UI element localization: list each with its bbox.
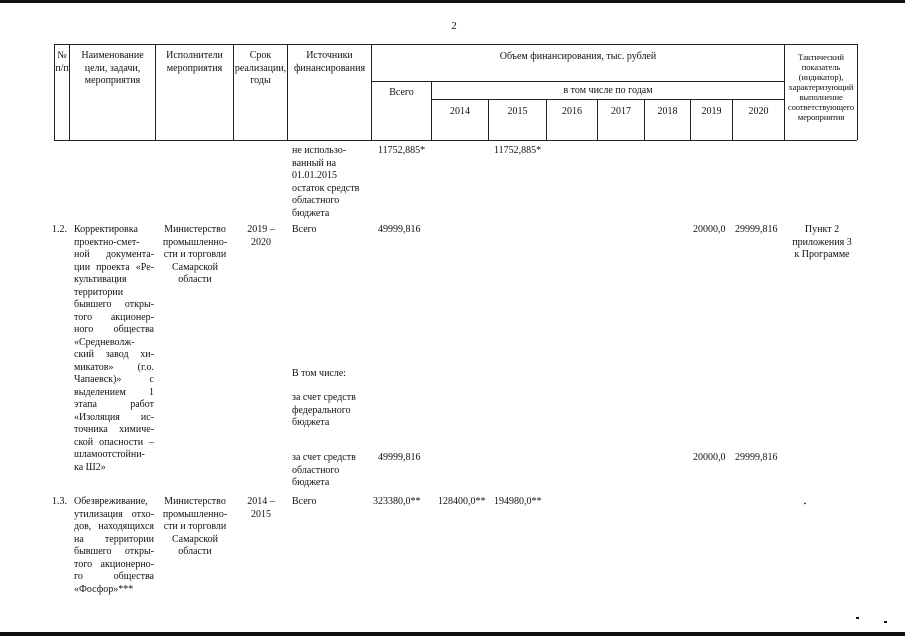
scan-speck bbox=[856, 617, 859, 619]
header-name: Наименование цели, задачи, мероприятия bbox=[81, 50, 144, 86]
row-1-2-executor: Министерство промышленно- сти и торговли Самарской области bbox=[162, 224, 228, 285]
row-1-2-2019: 20000,0 bbox=[693, 224, 726, 235]
row-1-3-indicator: • bbox=[803, 500, 807, 508]
row-1-2-regional-2019: 20000,0 bbox=[693, 452, 726, 463]
bottom-border-bar bbox=[0, 632, 905, 636]
row-1-3-num: 1.3. bbox=[52, 496, 67, 507]
row-1-2-2020: 29999,816 bbox=[735, 224, 778, 235]
header-by-year: в том числе по годам bbox=[563, 85, 653, 96]
row-1-2-indicator: Пункт 2 приложения 3 к Программе bbox=[792, 224, 852, 260]
row-1-2-term: 2019 – 2020 bbox=[247, 224, 275, 248]
header-volume: Объем финансирования, тыс. рублей bbox=[499, 51, 657, 62]
header-year-2015: 2015 bbox=[507, 106, 528, 117]
scan-speck bbox=[884, 621, 887, 623]
header-year-2019: 2019 bbox=[701, 106, 722, 117]
header-total: Всего bbox=[389, 87, 414, 98]
row-1-3-2015: 194980,0** bbox=[494, 496, 542, 507]
row-1-2-regional-2020: 29999,816 bbox=[735, 452, 778, 463]
header-num: № п/п bbox=[55, 50, 69, 74]
header-indicator: Тактический показатель (индикатор), характеризующий выполнение соответствующего мероприятия bbox=[787, 52, 855, 122]
header-year-2016: 2016 bbox=[562, 106, 582, 117]
row-1-3-term: 2014 – 2015 bbox=[247, 496, 275, 520]
cont-source: не использо- ванный на 01.01.2015 остаток средств областного бюджета bbox=[292, 145, 360, 219]
row-1-2-source-regional: за счет средств областного бюджета bbox=[292, 452, 356, 488]
header-year-2017: 2017 bbox=[611, 106, 631, 117]
cont-2015: 11752,885* bbox=[494, 145, 542, 156]
top-border-bar bbox=[0, 0, 905, 3]
header-sources: Источники финансирования bbox=[293, 50, 366, 74]
row-1-2-including: В том числе: bbox=[292, 368, 347, 379]
row-1-2-regional-total: 49999,816 bbox=[378, 452, 421, 463]
row-1-3-2014: 128400,0** bbox=[438, 496, 486, 507]
row-1-2-name: Корректировка проектно-смет-ной документа-ции проекта «Ре-культивация территории бывшего откры-того акционер-ного общества «Средневолж-ский завод хи-микатов» (г.о. Чапаевск)» с выделением 1 этапа работ «Изоляция ис-точника химиче-ской опасности – шламоотстойни-ка Ш2» bbox=[74, 224, 154, 473]
cont-total: 11752,885* bbox=[378, 145, 426, 156]
row-1-2-num: 1.2. bbox=[52, 224, 67, 235]
header-term: Срок реализации, годы bbox=[234, 50, 287, 86]
row-1-2-source-all: Всего bbox=[292, 224, 317, 235]
row-1-3-name: Обезвреживание, утилизация отхо-дов, находящихся на территории бывшего откры-того акционерно-го общества «Фосфор»*** bbox=[74, 496, 154, 595]
header-year-2014: 2014 bbox=[450, 106, 470, 117]
header-year-2018: 2018 bbox=[657, 106, 678, 117]
row-1-2-total: 49999,816 bbox=[378, 224, 421, 235]
page-number: 2 bbox=[451, 20, 457, 32]
row-1-3-executor: Министерство промышленно- сти и торговли Самарской области bbox=[162, 496, 228, 557]
row-1-3-source-all: Всего bbox=[292, 496, 317, 507]
header-executors: Исполнители мероприятия bbox=[166, 50, 223, 74]
row-1-3-total: 323380,0** bbox=[373, 496, 421, 507]
row-1-2-source-federal: за счет средств федерального бюджета bbox=[292, 392, 356, 428]
header-year-2020: 2020 bbox=[748, 106, 769, 117]
